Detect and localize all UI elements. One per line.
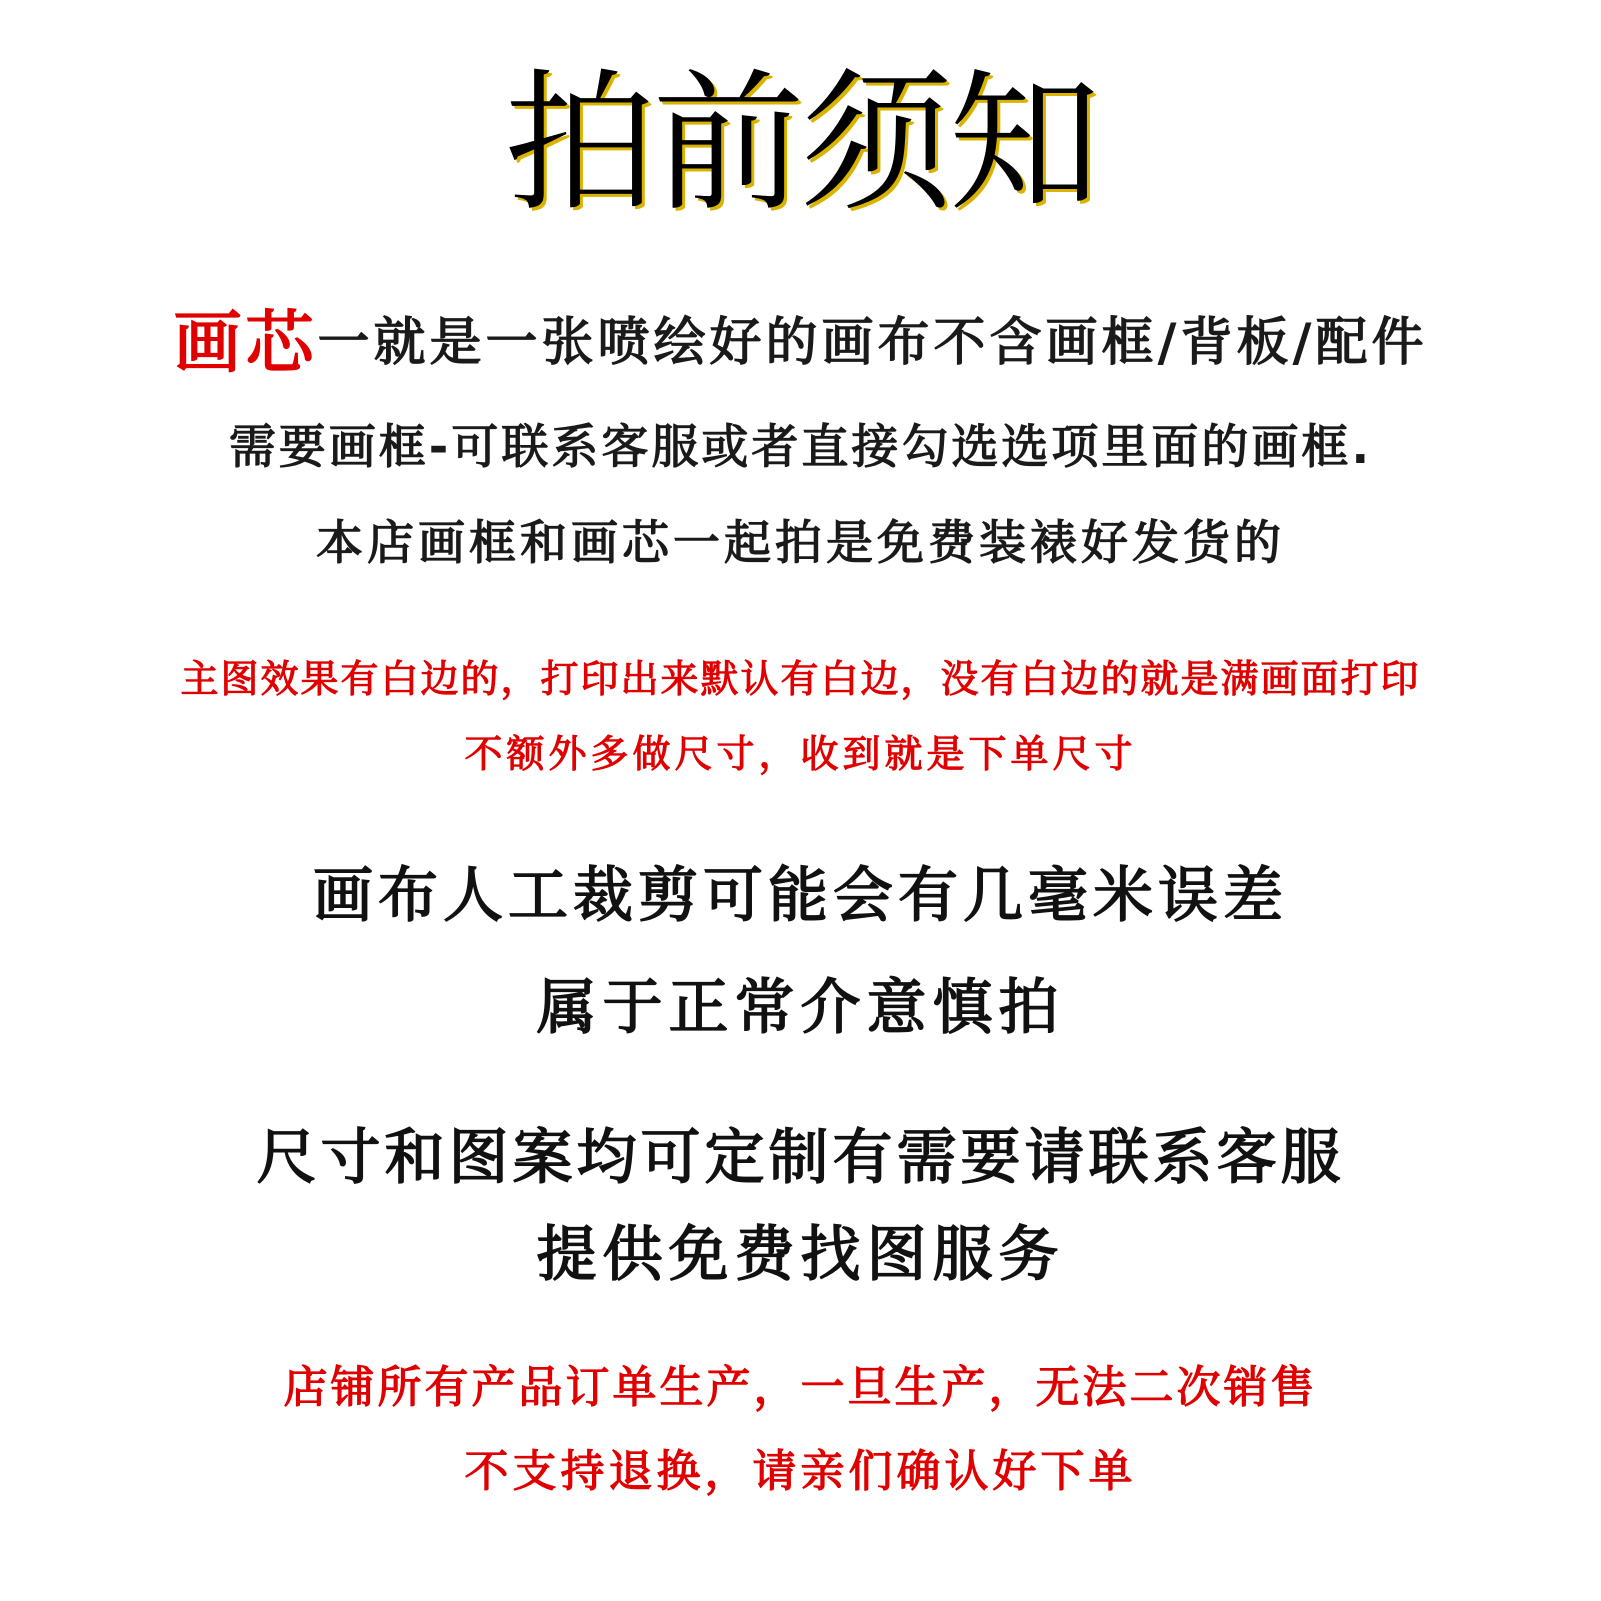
notice-line-customization: 尺寸和图案均可定制有需要请联系客服: [256, 1123, 1345, 1193]
notice-line-white-border: 主图效果有白边的，打印出来默认有白边，没有白边的就是满画面打印: [180, 657, 1421, 701]
notice-line-free-image-search: 提供免费找图服务: [536, 1220, 1065, 1290]
highlight-canvas-term: 画芯: [173, 304, 318, 383]
notice-line-frame-option: 需要画框-可联系客服或者直接勾选选项里面的画框.: [228, 420, 1373, 475]
notice-line-free-mounting: 本店画框和画芯一起拍是免费装裱好发货的: [316, 516, 1285, 571]
notice-line-size-exact: 不额外多做尺寸，收到就是下单尺寸: [464, 732, 1137, 776]
notice-line-normal-range: 属于正常介意慎拍: [536, 973, 1065, 1043]
notice-line-made-to-order: 店铺所有产品订单生产，一旦生产，无法二次销售: [283, 1362, 1318, 1413]
page-title: 拍前须知: [504, 55, 1097, 232]
canvas-definition-text: 一就是一张喷绘好的画布不含画框/背板/配件: [317, 313, 1428, 373]
notice-line-no-returns: 不支持退换，请亲们确认好下单: [464, 1446, 1137, 1497]
notice-line-canvas-definition: [0, 304, 1601, 383]
notice-line-cutting-error: 画布人工裁剪可能会有几毫米误差: [313, 861, 1288, 931]
